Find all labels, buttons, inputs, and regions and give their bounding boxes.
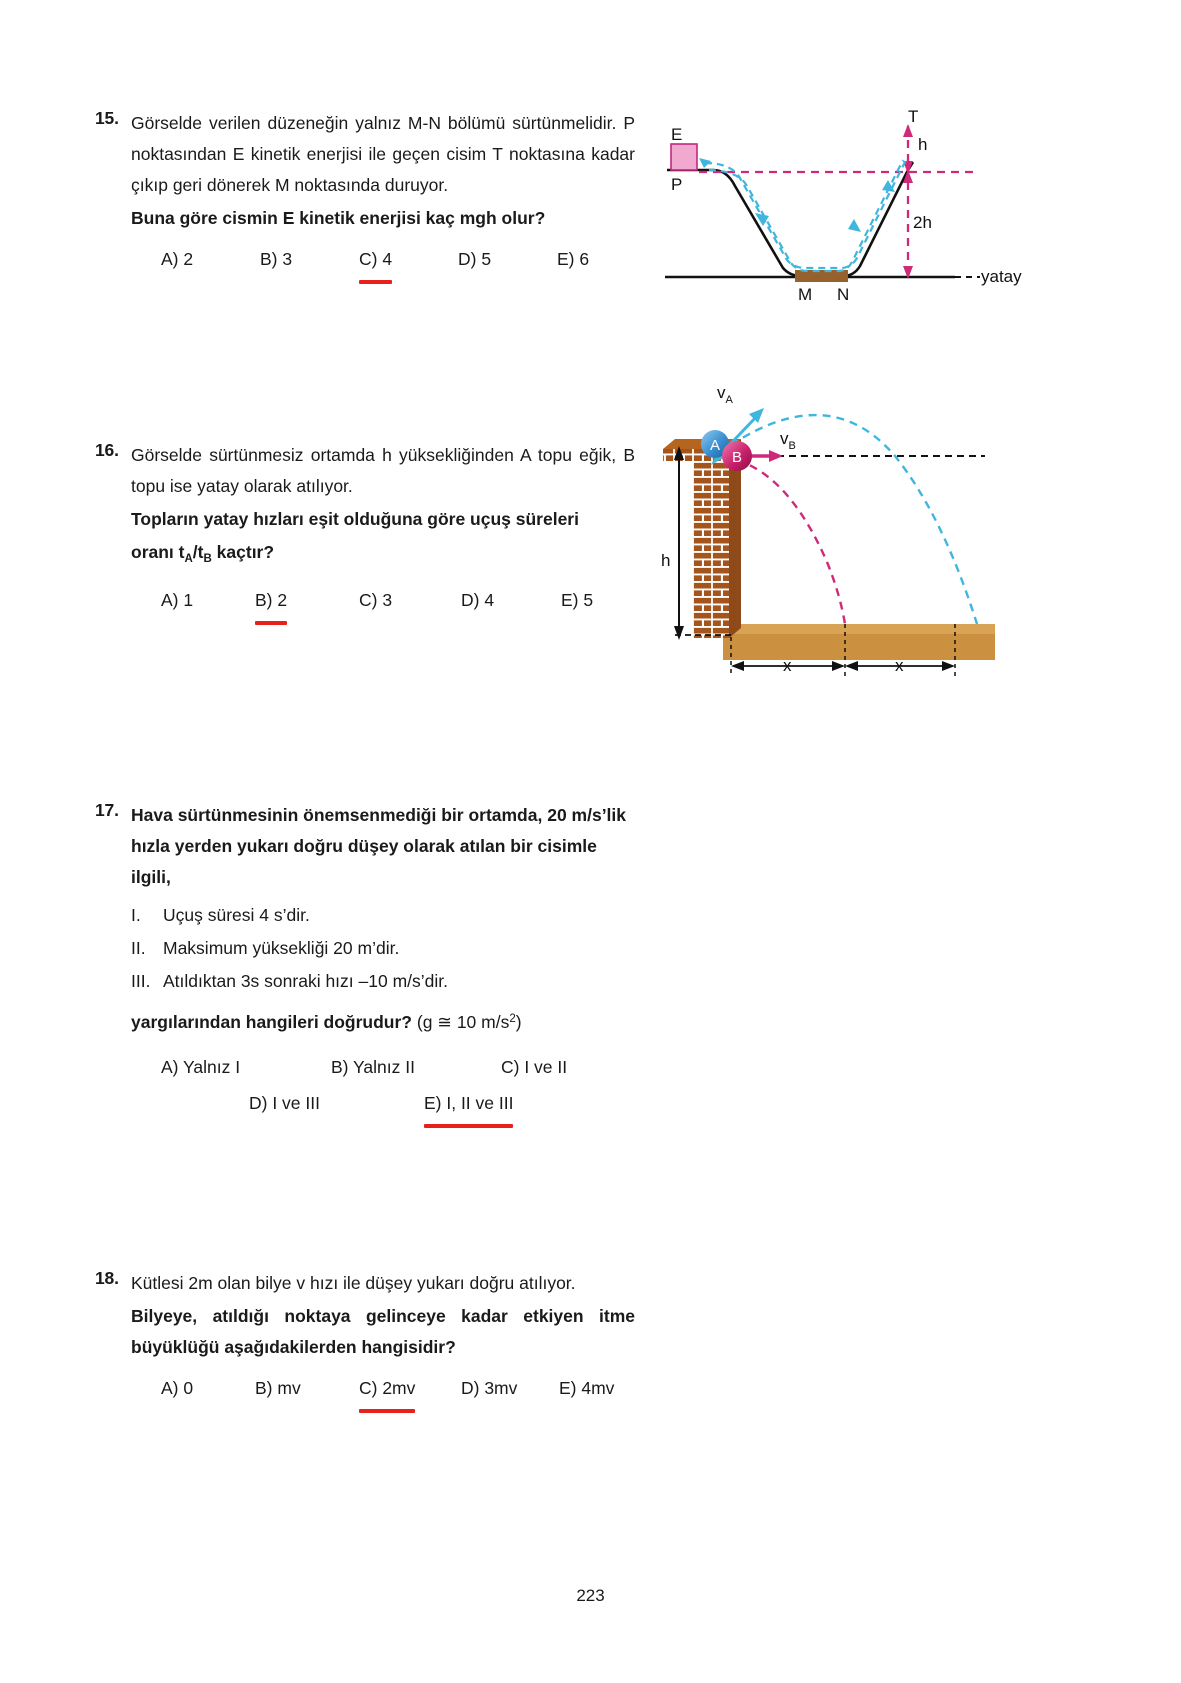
- option-d-label: D) 3mv: [461, 1378, 518, 1398]
- option-a[interactable]: [161, 1052, 240, 1083]
- option-b-label: B) 2: [255, 590, 288, 610]
- option-e[interactable]: [424, 1088, 513, 1128]
- question-18-stem: Kütlesi 2m olan bilye v hızı ile düşey yukarı doğru atılıyor.: [131, 1273, 576, 1293]
- conclusion-bold: yargılarından hangileri doğrudur?: [131, 1012, 412, 1032]
- question-16-stem: Görselde sürtünmesiz ortamda h yüksekliğinden A topu eğik, B topu ise yatay olarak atılıyor.: [131, 445, 635, 496]
- roman-text: Maksimum yüksekliği 20 m’dir.: [163, 938, 400, 958]
- roman-text: Uçuş süresi 4 s’dir.: [163, 905, 310, 925]
- question-16: [95, 440, 635, 615]
- question-17: [95, 800, 635, 1118]
- option-b-label: B) 3: [260, 249, 293, 269]
- roman-marker: I.: [131, 905, 141, 925]
- roman-text: Atıldıktan 3s sonraki hızı –10 m/s’dir.: [163, 971, 448, 991]
- question-18-ask: Bilyeye, atıldığı noktaya gelinceye kadar etkiyen itme büyüklüğü aşağıdakilerden hangisidir?: [131, 1306, 635, 1357]
- correct-answer-underline: [359, 280, 392, 284]
- ask-sub-b: B: [203, 553, 212, 565]
- ask-mid: /t: [192, 542, 204, 562]
- option-a-label: A) 0: [161, 1378, 194, 1398]
- question-17-number: 17.: [95, 800, 119, 820]
- option-d-label: D) 5: [458, 249, 492, 269]
- option-b-label: B) mv: [255, 1378, 301, 1398]
- brick-wall-side: [729, 450, 741, 638]
- option-b-label: B) Yalnız II: [331, 1057, 415, 1077]
- correct-answer-underline: [359, 1409, 415, 1413]
- brick-wall: [693, 460, 729, 638]
- option-e-label: E) 6: [557, 249, 590, 269]
- conclusion-paren-sup: 2: [509, 1013, 516, 1025]
- motion-path-trace: [705, 158, 907, 271]
- arrow-x2-left: [845, 661, 858, 671]
- option-e-label: E) 4mv: [559, 1378, 615, 1398]
- question-17-options-row2: [131, 1088, 635, 1118]
- option-e[interactable]: [557, 244, 589, 275]
- option-e[interactable]: [561, 585, 593, 616]
- option-d[interactable]: [249, 1088, 320, 1119]
- conclusion-paren-post: ): [515, 1012, 522, 1032]
- option-e[interactable]: [559, 1373, 614, 1404]
- question-18: [95, 1268, 635, 1403]
- question-15-figure: [655, 100, 1022, 304]
- option-d[interactable]: [461, 1373, 517, 1404]
- roman-marker: II.: [131, 938, 146, 958]
- question-15-number: 15.: [95, 108, 119, 128]
- label-n: N: [837, 285, 850, 304]
- question-16-figure: [655, 372, 995, 684]
- question-17-ask: Hava sürtünmesinin önemsenmediği bir ortamda, 20 m/s’lik hızla yerden yukarı doğru düşey olarak atılan bir cisimle ilgili,: [131, 805, 627, 887]
- ball-a-label: A: [709, 437, 721, 454]
- question-16-ask-line2: [131, 537, 635, 575]
- option-a[interactable]: [161, 1373, 193, 1404]
- roman-item: [131, 965, 635, 998]
- label-va: $v_A$: [717, 383, 733, 406]
- trajectory-b: [737, 460, 845, 624]
- correct-answer-underline: [424, 1124, 513, 1128]
- arrow-x1-right: [832, 661, 845, 671]
- label-e: E: [671, 125, 683, 144]
- option-a[interactable]: [161, 244, 193, 275]
- option-e-label: E) 5: [561, 590, 594, 610]
- option-b[interactable]: [255, 1373, 301, 1404]
- option-c[interactable]: [359, 585, 392, 616]
- option-c-label: C) 3: [359, 590, 393, 610]
- ask-sub-a: A: [184, 553, 193, 565]
- option-d-label: D) 4: [461, 590, 495, 610]
- block-object: [671, 144, 697, 170]
- correct-answer-underline: [255, 621, 287, 625]
- question-15-options: [131, 244, 635, 274]
- option-c-label: C) I ve II: [501, 1057, 568, 1077]
- question-15-stem: Görselde verilen düzeneğin yalnız M-N bölümü sürtünmelidir. P noktasından E kinetik enerjisi ile geçen cisim T noktasına kadar çıkıp geri dönerek M noktasında duruyor.: [131, 113, 635, 195]
- question-15: [95, 108, 635, 274]
- question-17-options-row1: [131, 1052, 635, 1082]
- ask-post: kaçtır?: [211, 542, 275, 562]
- ball-b-label: B: [731, 449, 743, 466]
- label-h: h: [661, 551, 671, 570]
- conclusion-paren-pre: (g ≅ 10 m/s: [416, 1012, 510, 1032]
- option-a-label: A) 1: [161, 590, 194, 610]
- option-b[interactable]: [255, 585, 287, 625]
- question-16-ask-line1: Topların yatay hızları eşit olduğuna göre uçuş süreleri: [131, 509, 579, 529]
- label-h: h: [918, 135, 928, 154]
- label-t: T: [908, 107, 919, 126]
- question-17-conclusion: [131, 1004, 635, 1038]
- option-b[interactable]: [331, 1052, 415, 1083]
- roman-item: [131, 932, 635, 965]
- option-a-label: A) 2: [161, 249, 194, 269]
- option-d-label: D) I ve III: [249, 1093, 320, 1113]
- question-17-roman-list: [131, 899, 635, 998]
- arrow-x2-right: [942, 661, 955, 671]
- question-16-options: [131, 585, 635, 615]
- ground-slab-top: [723, 624, 995, 634]
- arrow-trace-3: [848, 219, 861, 232]
- ground-slab: [723, 634, 995, 660]
- option-d[interactable]: [461, 585, 494, 616]
- label-m: M: [798, 285, 813, 304]
- option-e-label: E) I, II ve III: [424, 1093, 514, 1113]
- arrow-x1-left: [731, 661, 744, 671]
- option-c[interactable]: [359, 244, 392, 284]
- label-yatay: yatay: [981, 267, 1022, 286]
- question-18-number: 18.: [95, 1268, 119, 1288]
- option-d[interactable]: [458, 244, 491, 275]
- label-2h: 2h: [913, 213, 932, 232]
- trajectory-a: [731, 415, 977, 624]
- option-c-label: C) 4: [359, 249, 393, 269]
- label-vb: $v_B$: [780, 429, 796, 452]
- label-x1: x: [783, 656, 792, 675]
- question-15-ask: Buna göre cismin E kinetik enerjisi kaç mgh olur?: [131, 208, 546, 228]
- label-x2: x: [895, 656, 904, 675]
- option-a-label: A) Yalnız I: [161, 1057, 241, 1077]
- ask-pre: oranı t: [131, 542, 185, 562]
- option-c[interactable]: [359, 1373, 415, 1413]
- arrowhead-vb: [769, 450, 783, 462]
- option-b[interactable]: [260, 244, 292, 275]
- page-number: 223: [576, 1586, 605, 1605]
- option-a[interactable]: [161, 585, 193, 616]
- roman-marker: III.: [131, 971, 151, 991]
- roman-item: [131, 899, 635, 932]
- label-p: P: [671, 175, 683, 194]
- question-18-options: [131, 1373, 635, 1403]
- arrow-down-h: [674, 626, 684, 640]
- option-c-label: C) 2mv: [359, 1378, 416, 1398]
- question-16-number: 16.: [95, 440, 119, 460]
- option-c[interactable]: [501, 1052, 567, 1083]
